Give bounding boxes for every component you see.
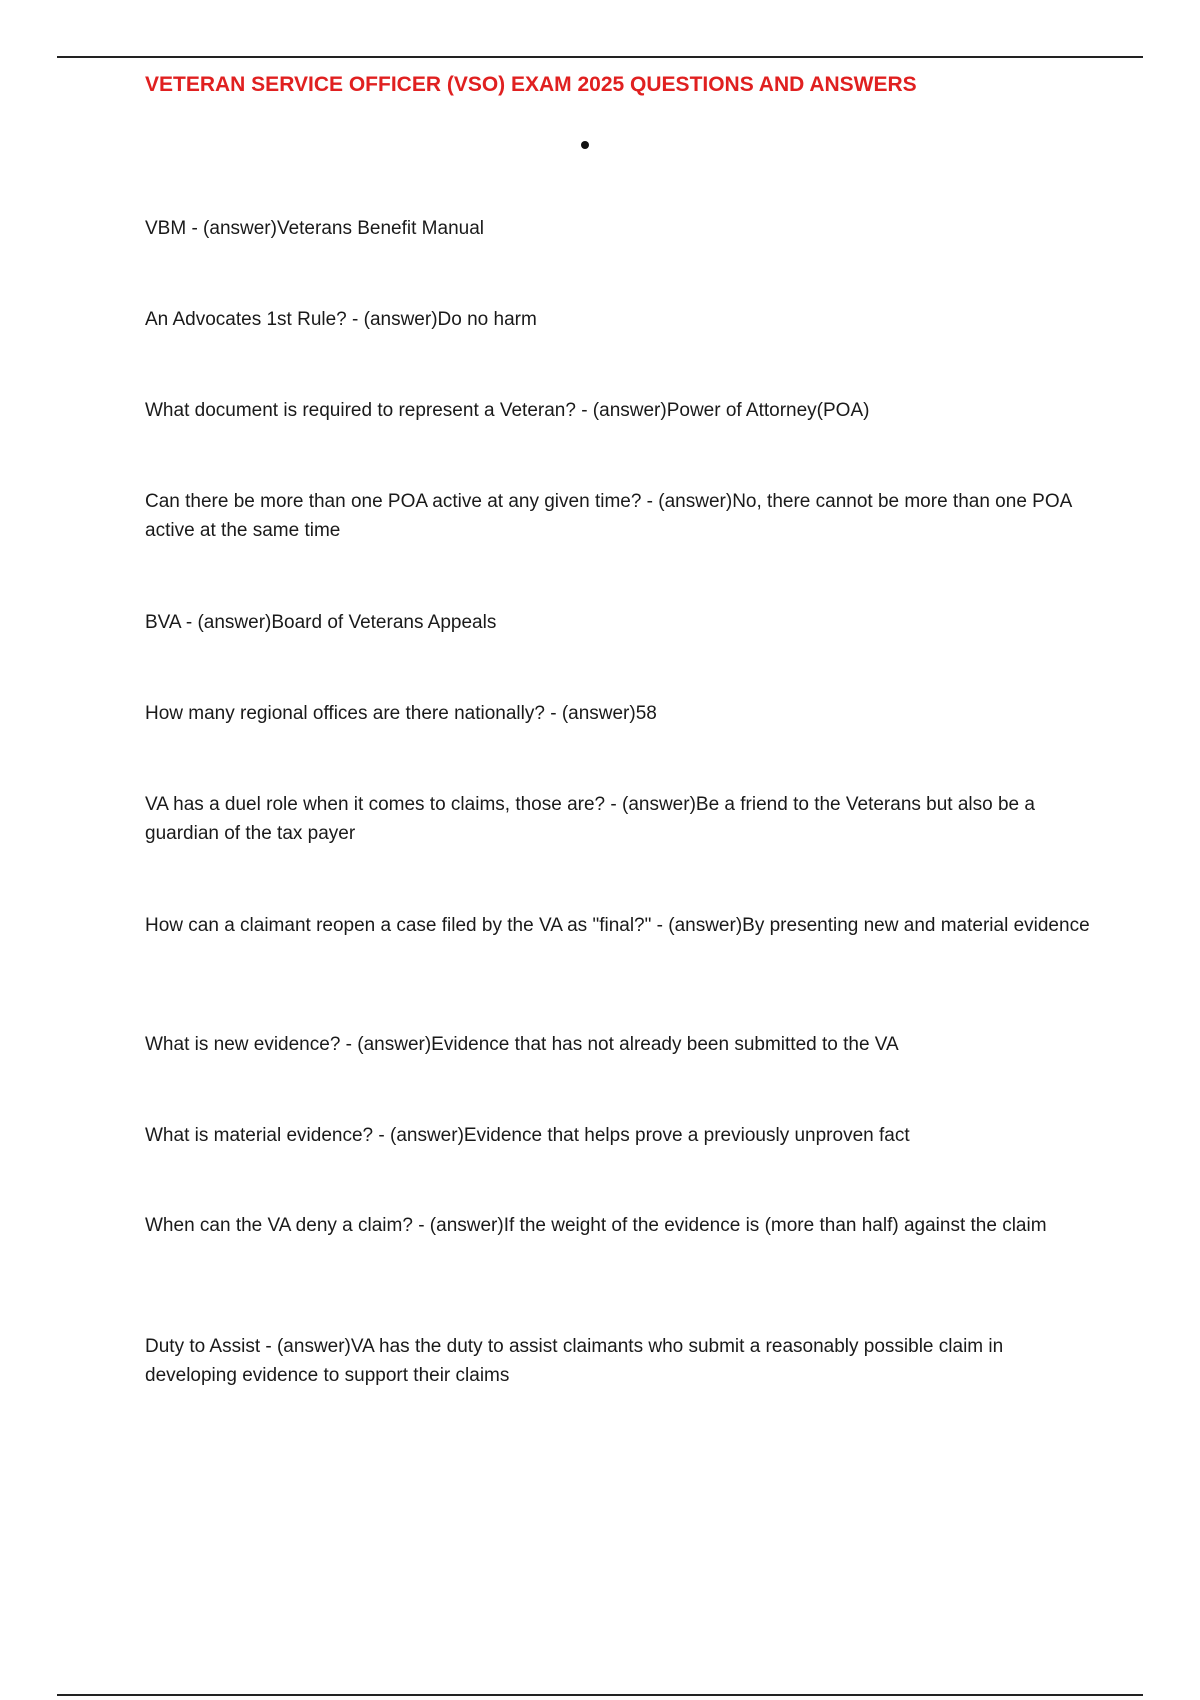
qa-entry-12: Duty to Assist - (answer)VA has the duty to assist claimants who submit a reasonably possible claim in developing evidence to support their claims	[145, 1336, 1004, 1386]
qa-entry-1: VBM - (answer)Veterans Benefit Manual	[145, 218, 484, 239]
qa-entry-2: An Advocates 1st Rule? - (answer)Do no harm	[145, 309, 537, 330]
qa-entry-8: How can a claimant reopen a case filed by the VA as "final?" - (answer)By presenting new and material evidence	[145, 915, 1090, 936]
qa-entry-9: What is new evidence? - (answer)Evidence that has not already been submitted to the VA	[145, 1034, 899, 1055]
qa-entry-3: What document is required to represent a Veteran? - (answer)Power of Attorney(POA)	[145, 400, 870, 421]
qa-entry-5: BVA - (answer)Board of Veterans Appeals	[145, 612, 497, 633]
qa-entry-11: When can the VA deny a claim? - (answer)If the weight of the evidence is (more than half) against the claim	[145, 1215, 1047, 1236]
bottom-rule	[57, 1694, 1143, 1696]
qa-entry-7: VA has a duel role when it comes to claims, those are? - (answer)Be a friend to the Veterans but also be a guardian of the tax payer	[145, 794, 1035, 844]
bullet-marker	[581, 141, 589, 149]
qa-entry-4: Can there be more than one POA active at any given time? - (answer)No, there cannot be more than one POA active at the same time	[145, 491, 1072, 541]
document-title: VETERAN SERVICE OFFICER (VSO) EXAM 2025 QUESTIONS AND ANSWERS	[145, 73, 917, 96]
qa-entry-6: How many regional offices are there nationally? - (answer)58	[145, 703, 657, 724]
top-rule	[57, 56, 1143, 58]
qa-entry-10: What is material evidence? - (answer)Evidence that helps prove a previously unproven fact	[145, 1125, 910, 1146]
